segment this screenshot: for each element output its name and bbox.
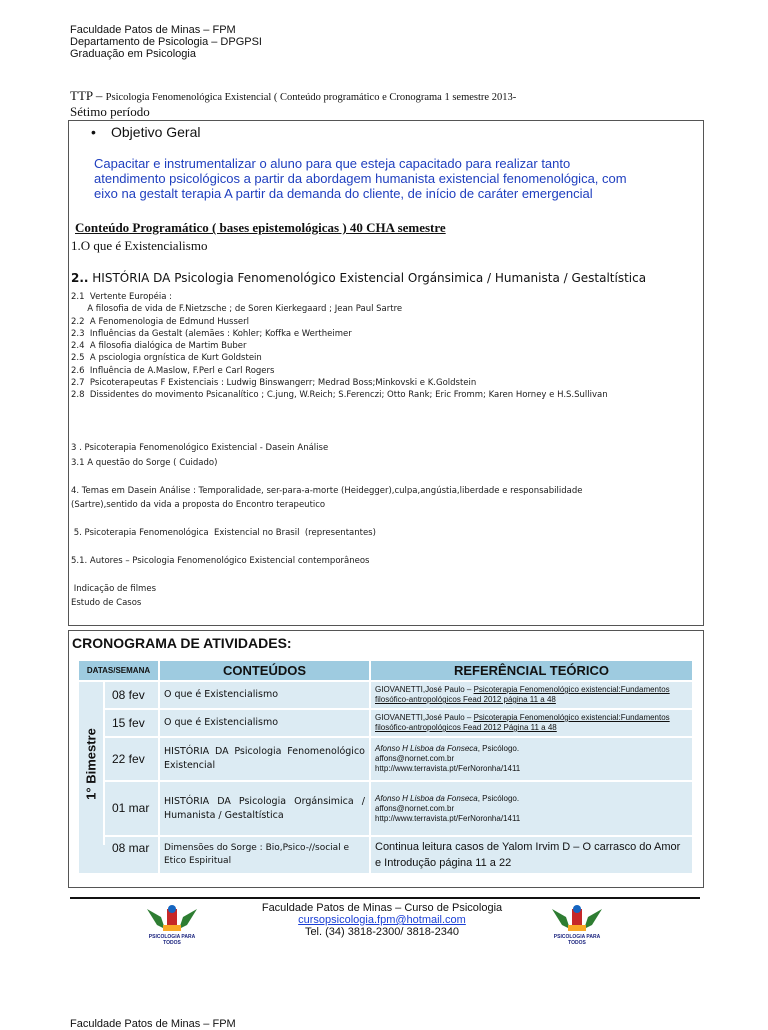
case-study-label: Estudo de Casos (71, 598, 142, 608)
content-cell: O que é Existencialismo (160, 682, 369, 708)
ref-email[interactable]: affons@nornet.com.br (375, 803, 455, 813)
ref-role: , Psicólogo. (477, 793, 520, 803)
objective-line: atendimento psicológicos a partir da abordagem humanista existencial fenomenológica, com (94, 171, 627, 186)
item-2-text: HISTÓRIA DA Psicologia Fenomenológico Existencial Orgánsimica / Humanista / Gestaltística (88, 271, 647, 285)
footer-text (200, 902, 564, 938)
institution-name: Faculdade Patos de Minas – FPM (70, 24, 236, 36)
document-title (70, 88, 516, 104)
sub-item: A filosofia de vida de F.Nietzsche ; de Soren Kierkegaard ; Jean Paul Sartre (71, 304, 403, 315)
content-item-4: 4. Temas em Dasein Análise : Temporalidade, ser-para-a-morte (Heidegger),culpa,angústia,liberdade e responsabilidade (71, 486, 583, 496)
sub-item: 2.7 Psicoterapeutas F Existenciais : Ludwig Binswangerr; Medrad Boss;Minkovski e K.Goldstein (71, 378, 477, 389)
date-label: 08 fev (112, 688, 145, 702)
objective-heading-text: Objetivo Geral (111, 124, 201, 140)
title-prefix: TTP – (70, 88, 106, 103)
footer-email-link[interactable]: cursopsicologia.fpm@hotmail.com (298, 914, 466, 926)
schedule-row (79, 682, 692, 708)
content-heading: Conteúdo Programático ( bases epistemológicas ) 40 CHA semestre (75, 220, 446, 235)
objective-body (94, 156, 627, 201)
psychology-logo-left (143, 903, 201, 945)
sub-item: 2.6 Influência de A.Maslow, F.Perl e Carl Rogers (71, 365, 275, 376)
date-label: 15 fev (112, 716, 145, 730)
next-page-header: Faculdade Patos de Minas – FPM (70, 1018, 236, 1030)
sub-item: 2.1 Vertente Européia : (71, 292, 173, 302)
ref-url[interactable]: http://www.terravista.pt/FerNoronha/1411 (375, 813, 521, 823)
period-label: Sétimo período (70, 104, 150, 119)
schedule-title: CRONOGRAMA DE ATIVIDADES: (72, 635, 292, 651)
schedule-row (79, 738, 692, 780)
ref-url[interactable]: http://www.terravista.pt/FerNoronha/1411 (375, 764, 521, 773)
sub-item-list (71, 291, 608, 402)
content-cell: Dimensões do Sorge : Bio,Psico-//social e Etico Espiritual (160, 837, 369, 873)
ref-link[interactable]: Psicoterapia Fenomenológico existencial:Fundamentos filosófico-antropológicos Fead 2012 página 11 a 48 (375, 685, 670, 704)
sub-item: 2.8 Dissidentes do movimento Psicanalítico ; C.jung, W.Reich; S.Ferenczi; Otto Rank; Eric Fromm; Karen Horney e H.S.Sullivan (71, 390, 608, 401)
schedule-row (79, 837, 692, 873)
ref-role: , Psicólogo. (477, 744, 520, 753)
logo-caption: PSICOLOGIA PARA TODOS (553, 934, 601, 946)
objective-line: eixo na gestalt terapia A partir da demanda do cliente, de início de caráter emergencial (94, 186, 593, 201)
footer-institution: Faculdade Patos de Minas – Curso de Psicologia (261, 902, 503, 914)
content-cell: O que é Existencialismo (160, 710, 369, 736)
course-name: Graduação em Psicologia (70, 48, 196, 60)
content-item-3-1: 3.1 A questão do Sorge ( Cuidado) (71, 458, 218, 468)
objective-line: Capacitar e instrumentalizar o aluno para que esteja capacitado para realizar tanto (94, 156, 571, 171)
header-references: REFERÊNCIAL TEÓRICO (371, 661, 692, 680)
content-item-2 (71, 271, 646, 285)
program-content-box (68, 120, 704, 626)
content-item-1: 1.O que é Existencialismo (71, 238, 208, 253)
reference-cell (371, 682, 692, 708)
date-label: 01 mar (112, 801, 150, 815)
sub-item: 2.5 A psciologia orgnística de Kurt Goldstein (71, 353, 262, 364)
ref-author: GIOVANETTI,José Paulo – (375, 685, 474, 694)
reference-cell (371, 738, 692, 780)
schedule-header-row (79, 661, 692, 680)
sub-item: 2.4 A filosofia dialógica de Martim Buber (71, 341, 247, 352)
department-name: Departamento de Psicologia – DPGPSI (70, 36, 262, 48)
schedule-row (79, 710, 692, 736)
ref-author: Afonso H Lisboa da Fonseca (375, 793, 478, 803)
date-label: 22 fev (112, 752, 145, 766)
ref-author: Afonso H Lisboa da Fonseca (375, 744, 478, 753)
header-contents: CONTEÚDOS (160, 661, 369, 680)
content-cell: HISTÓRIA DA Psicologia Fenomenológico Existencial (160, 738, 369, 780)
reference-cell: Continua leitura casos de Yalom Irvim D – O carrasco do Amor e Introdução página 11 a 22 (371, 837, 692, 873)
ref-link[interactable]: Psicoterapia Fenomenológico existencial:Fundamentos filosófico-antropológicos Fead 2012 Página 11 a 48 (375, 713, 670, 732)
bimester-label: 1° Bimestre (83, 728, 99, 800)
title-text: Psicologia Fenomenológica Existencial ( Conteúdo programático e Cronograma 1 semestre 2013- (105, 92, 517, 103)
sub-item: 2.3 Influências da Gestalt (alemães : Kohler; Koffka e Wertheimer (71, 328, 352, 339)
ref-author: GIOVANETTI,José Paulo – (375, 713, 474, 722)
schedule-row (79, 782, 692, 835)
bimester-cell (79, 682, 103, 845)
footer-phone: Tel. (34) 3818-2300/ 3818-2340 (304, 926, 460, 938)
reference-cell (371, 710, 692, 736)
sub-item: 2.2 A Fenomenologia de Edmund Husserl (71, 316, 249, 327)
schedule-table (77, 659, 694, 875)
logo-caption: PSICOLOGIA PARA TODOS (148, 934, 196, 946)
item-2-number: 2.. (71, 271, 89, 285)
content-item-5: 5. Psicoterapia Fenomenológica Existencial no Brasil (representantes) (71, 528, 376, 538)
content-item-4-cont: (Sartre),sentido da vida a proposta do Encontro terapeutico (71, 500, 326, 510)
content-item-5-1: 5.1. Autores – Psicologia Fenomenológico Existencial contemporâneos (71, 556, 370, 566)
content-cell: HISTÓRIA DA Psicologia Orgánsimica / Humanista / Gestaltística (160, 782, 369, 835)
objective-heading: • Objetivo Geral (91, 124, 201, 140)
ref-email[interactable]: affons@nornet.com.br (375, 754, 455, 763)
films-label: Indicação de filmes (71, 584, 156, 594)
date-label: 08 mar (112, 841, 150, 855)
header-dates: DATAS/SEMANA (79, 661, 158, 680)
footer-divider (70, 897, 700, 899)
reference-cell (371, 782, 692, 835)
content-item-3: 3 . Psicoterapia Fenomenológico Existencial - Dasein Análise (71, 443, 329, 453)
